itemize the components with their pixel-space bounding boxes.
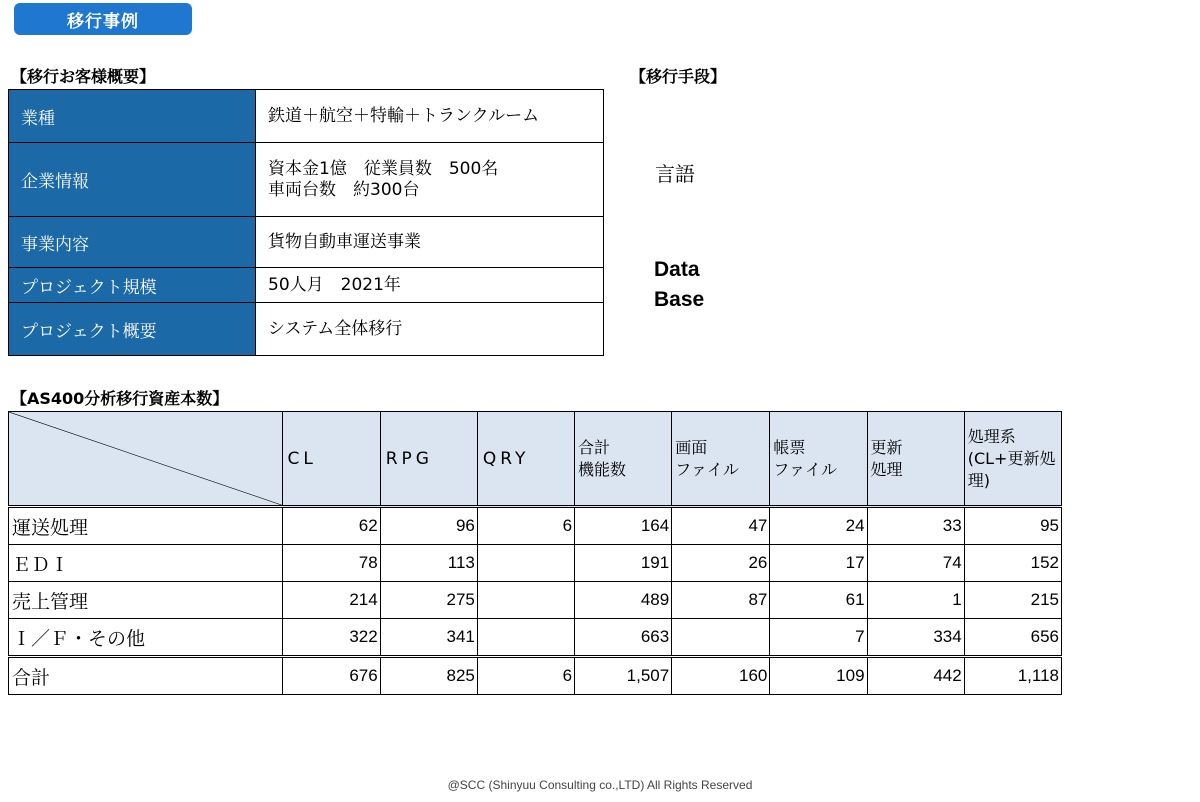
diagonal-line <box>9 412 282 505</box>
value-cell: 95 <box>964 507 1061 545</box>
column-header-line: RPG <box>385 448 433 469</box>
value-cell <box>477 619 574 657</box>
column-header-line: CL <box>287 448 317 469</box>
value-cell: 160 <box>672 657 770 695</box>
column-header <box>672 412 770 507</box>
overview-value <box>256 143 604 217</box>
value-cell: 152 <box>964 545 1061 582</box>
overview-value <box>256 268 604 303</box>
column-header-line: ファイル <box>675 459 739 479</box>
value-cell: 1,118 <box>964 657 1061 695</box>
value-cell: 87 <box>672 582 770 619</box>
overview-value <box>256 217 604 268</box>
value-cell: 33 <box>867 507 964 545</box>
total-row <box>9 657 1062 695</box>
overview-row <box>9 303 604 356</box>
column-header-line: 理) <box>967 470 990 490</box>
value-cell: 489 <box>575 582 672 619</box>
overview-label: 事業内容 <box>9 217 256 268</box>
value-cell: 214 <box>282 582 380 619</box>
value-cell: 164 <box>575 507 672 545</box>
overview-row <box>9 217 604 268</box>
value-cell: 1,507 <box>575 657 672 695</box>
table-row <box>9 545 1062 582</box>
column-header <box>964 412 1061 507</box>
value-cell <box>672 619 770 657</box>
value-cell: 275 <box>380 582 477 619</box>
overview-label: プロジェクト規模 <box>9 268 256 303</box>
overview-value-line: システム全体移行 <box>268 318 403 339</box>
value-cell: 442 <box>867 657 964 695</box>
value-cell: 191 <box>575 545 672 582</box>
column-header <box>867 412 964 507</box>
table-row <box>9 619 1062 657</box>
column-header-line: (CL+更新処 <box>967 448 1056 468</box>
column-header-line: ファイル <box>773 459 838 479</box>
database-label-line2: Base <box>654 288 705 311</box>
column-header <box>575 412 672 507</box>
copyright-footer: @SCC (Shinyuu Consulting co.,LTD) All Rights Reserved <box>447 778 753 792</box>
column-header-line: 合計 <box>578 437 611 457</box>
value-cell: 656 <box>964 619 1061 657</box>
value-cell: 109 <box>770 657 867 695</box>
column-header <box>380 412 477 507</box>
column-header <box>282 412 380 507</box>
database-label-line1: Data <box>654 258 700 281</box>
column-header-line: 処理 <box>870 459 903 479</box>
means-heading: 【移行手段】 <box>630 67 727 86</box>
value-cell: 24 <box>770 507 867 545</box>
customer-overview-table <box>8 89 604 356</box>
overview-value-line: 資本金1億 従業員数 500名 <box>268 158 499 179</box>
overview-label: 企業情報 <box>9 143 256 217</box>
column-header-line: 更新 <box>870 437 903 457</box>
overview-row <box>9 90 604 143</box>
overview-heading: 【移行お客様概要】 <box>11 67 156 86</box>
overview-value-line: 50人月 2021年 <box>268 274 401 295</box>
value-cell: 47 <box>672 507 770 545</box>
overview-row <box>9 268 604 303</box>
overview-row <box>9 143 604 217</box>
assets-heading: 【AS400分析移行資産本数】 <box>11 389 229 408</box>
value-cell: 215 <box>964 582 1061 619</box>
value-cell: 334 <box>867 619 964 657</box>
as400-assets-table <box>8 411 1062 695</box>
overview-label: プロジェクト概要 <box>9 303 256 356</box>
value-cell: 78 <box>282 545 380 582</box>
value-cell: 113 <box>380 545 477 582</box>
overview-value-line: 貨物自動車運送事業 <box>268 231 421 252</box>
row-label: 売上管理 <box>9 582 283 619</box>
value-cell: 6 <box>477 507 574 545</box>
value-cell: 61 <box>770 582 867 619</box>
value-cell: 1 <box>867 582 964 619</box>
value-cell: 663 <box>575 619 672 657</box>
column-header-line: 処理系 <box>967 426 1016 446</box>
column-header <box>770 412 867 507</box>
corner-cell <box>9 412 283 507</box>
value-cell: 676 <box>282 657 380 695</box>
row-label: 運送処理 <box>9 507 283 545</box>
overview-value <box>256 303 604 356</box>
column-header-line: QRY <box>482 448 530 469</box>
row-label: ＥＤＩ <box>9 545 283 582</box>
column-header-line: 機能数 <box>578 459 627 479</box>
value-cell: 26 <box>672 545 770 582</box>
value-cell: 17 <box>770 545 867 582</box>
overview-value <box>256 90 604 143</box>
table-row <box>9 582 1062 619</box>
column-header-line: 画面 <box>675 437 708 457</box>
table-row <box>9 507 1062 545</box>
banner-title: 移行事例 <box>67 11 139 32</box>
value-cell <box>477 545 574 582</box>
value-cell: 341 <box>380 619 477 657</box>
row-label: Ｉ／Ｆ・その他 <box>9 619 283 657</box>
column-header <box>477 412 574 507</box>
row-label: 合計 <box>9 657 283 695</box>
page-banner <box>14 3 192 35</box>
value-cell <box>477 582 574 619</box>
column-header-line: 帳票 <box>773 437 806 457</box>
language-label: 言語 <box>655 162 695 186</box>
value-cell: 825 <box>380 657 477 695</box>
value-cell: 7 <box>770 619 867 657</box>
value-cell: 62 <box>282 507 380 545</box>
value-cell: 74 <box>867 545 964 582</box>
overview-label: 業種 <box>9 90 256 143</box>
overview-value-line: 鉄道＋航空＋特輸＋トランクルーム <box>268 105 540 126</box>
overview-value-line: 車両台数 約300台 <box>268 179 420 200</box>
value-cell: 96 <box>380 507 477 545</box>
value-cell: 322 <box>282 619 380 657</box>
value-cell: 6 <box>477 657 574 695</box>
